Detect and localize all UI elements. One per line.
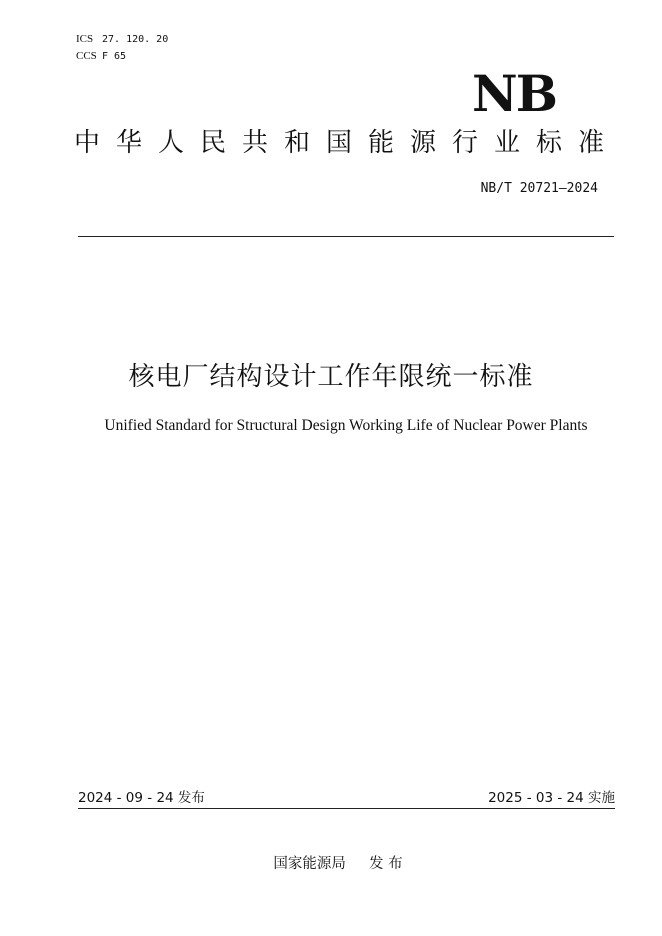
document-title-english: Unified Standard for Structural Design Working Life of Nuclear Power Plants (104, 417, 588, 434)
classification-codes (76, 31, 168, 65)
footer-divider (78, 808, 615, 809)
issue-date: 2024 - 09 - 24 发布 (78, 790, 205, 806)
publisher: 国家能源局 发 布 (273, 856, 403, 872)
document-title-chinese: 核电厂结构设计工作年限统一标准 (128, 362, 534, 392)
implementation-date: 2025 - 03 - 24 实施 (488, 790, 615, 806)
ics-label: ICS (76, 33, 94, 45)
ccs-row (76, 48, 168, 65)
standard-number: NB/T 20721—2024 (480, 181, 598, 196)
header-divider (78, 236, 614, 237)
nb-logo: NB (472, 64, 556, 123)
ccs-label: CCS (76, 50, 97, 62)
ccs-value: F 65 (102, 51, 127, 62)
ics-row (76, 31, 168, 48)
ics-value: 27. 120. 20 (102, 34, 169, 45)
industry-standard-title: 中华人民共和国能源行业标准 (74, 128, 621, 158)
